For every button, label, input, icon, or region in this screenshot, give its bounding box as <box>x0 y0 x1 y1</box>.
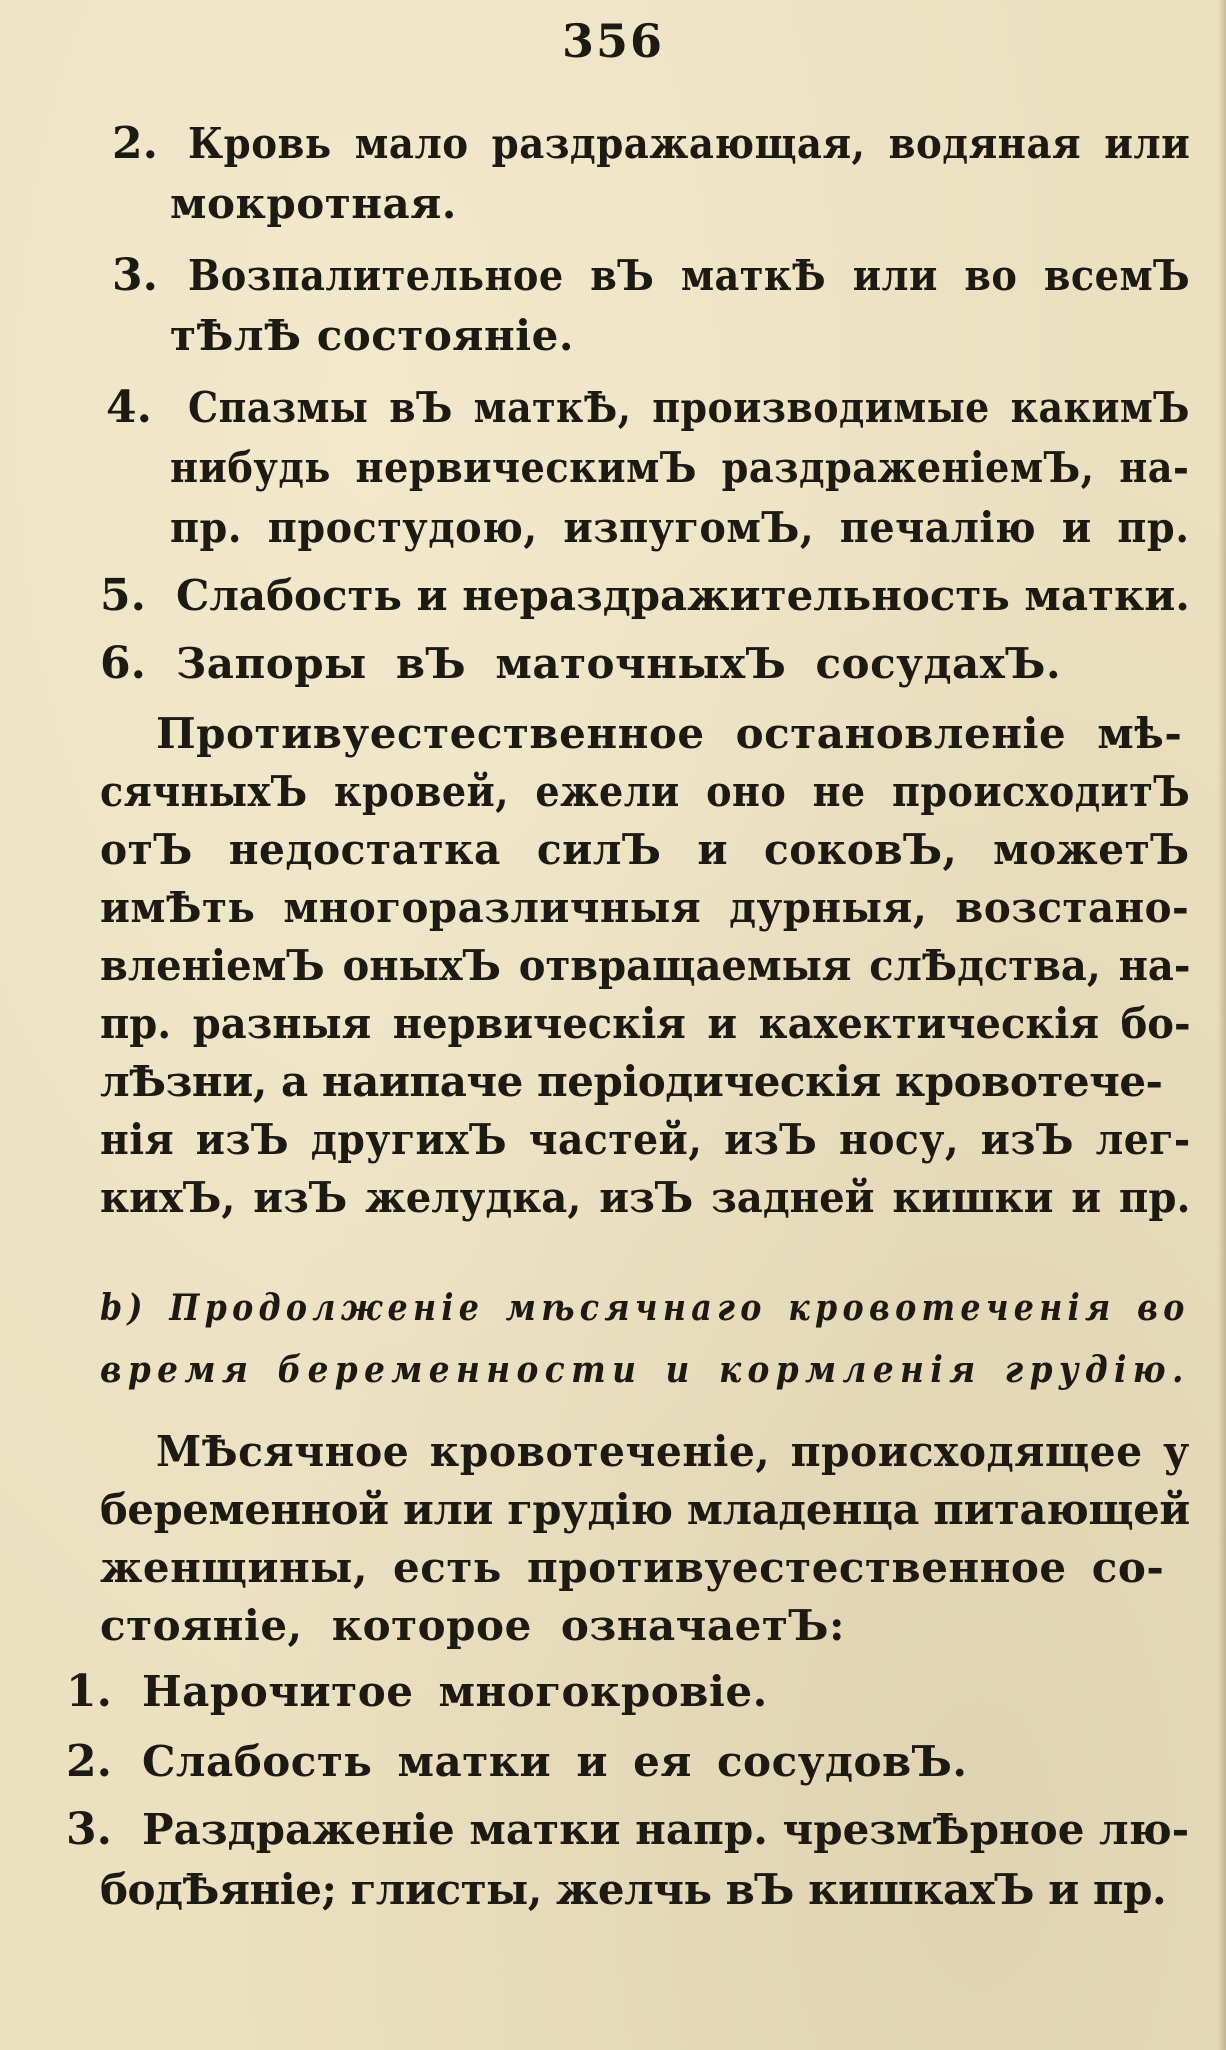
paragraph-one-line: Противуестественное остановленіе мѣ- <box>156 709 1183 758</box>
list-one-line: нибудь нервическимЪ раздраженіемЪ, на- <box>170 443 1190 492</box>
section-heading-line: b) Продолженіе мѣсячнаго кровотеченія во <box>100 1287 1190 1329</box>
list-two-line: Слабость матки и ея сосудовЪ. <box>142 1737 968 1786</box>
page-number: 356 <box>561 14 665 68</box>
paragraph-two-line: МѢсячное кровотеченіе, происходящее у <box>156 1427 1190 1476</box>
list-two-line: Нарочитое многокровіе. <box>142 1667 768 1716</box>
section-heading-line: время беременности и кормленія грудію. <box>100 1349 1190 1391</box>
list-one-line: Спазмы вЪ маткѢ, производимые какимЪ <box>188 383 1191 432</box>
list-one-number: 3. <box>112 250 158 301</box>
list-one-line: Слабость и нераздражительность матки. <box>176 571 1190 620</box>
list-one-line: мокротная. <box>170 179 457 228</box>
paragraph-one-line: сячныхЪ кровей, ежели оно не происходитЪ <box>100 767 1191 816</box>
list-two-line: Раздраженіе матки напр. чрезмѢрное лю- <box>142 1805 1190 1854</box>
list-one-number: 5. <box>100 570 146 621</box>
paragraph-two-line: беременной или грудію младенца питающей <box>100 1485 1190 1534</box>
list-one-line: Запоры вЪ маточныхЪ сосудахЪ. <box>176 639 1062 688</box>
paragraph-one-line: отЪ недостатка силЪ и соковЪ, можетЪ <box>100 825 1190 874</box>
list-one-number: 4. <box>106 382 152 433</box>
page-edge-shadow <box>1218 0 1226 2050</box>
list-one-line: Возпалительное вЪ маткѢ или во всемЪ <box>188 251 1191 300</box>
paragraph-one-line: имѢть многоразличныя дурныя, возстано- <box>100 883 1190 932</box>
paragraph-two-line: стояніе, которое означаетЪ: <box>100 1601 846 1650</box>
paragraph-one-line: нія изЪ другихЪ частей, изЪ носу, изЪ лег- <box>100 1115 1191 1164</box>
paragraph-one-line: кихЪ, изЪ желудка, изЪ задней кишки и пр. <box>100 1173 1191 1222</box>
paragraph-one-line: лѢзни, а наипаче періодическія кровотече- <box>100 1057 1163 1106</box>
list-two-number: 3. <box>66 1804 112 1855</box>
list-two-number: 2. <box>66 1736 112 1787</box>
paragraph-two-line: женщины, есть противуестественное со- <box>100 1543 1165 1592</box>
list-one-line: тѢлѢ состояніе. <box>170 311 574 360</box>
paragraph-one-line: пр. разныя нервическія и кахектическія бо- <box>100 999 1191 1048</box>
paragraph-one-line: вленіемЪ оныхЪ отвращаемыя слѢдства, на- <box>100 941 1191 990</box>
list-one-line: Кровь мало раздражающая, водяная или <box>188 119 1191 168</box>
list-one-number: 2. <box>112 118 158 169</box>
list-two-line: бодѢяніе; глисты, желчь вЪ кишкахЪ и пр. <box>100 1865 1167 1914</box>
list-two-number: 1. <box>66 1666 112 1717</box>
list-one-number: 6. <box>100 638 146 689</box>
list-one-line: пр. простудою, изпугомЪ, печалію и пр. <box>170 503 1190 552</box>
